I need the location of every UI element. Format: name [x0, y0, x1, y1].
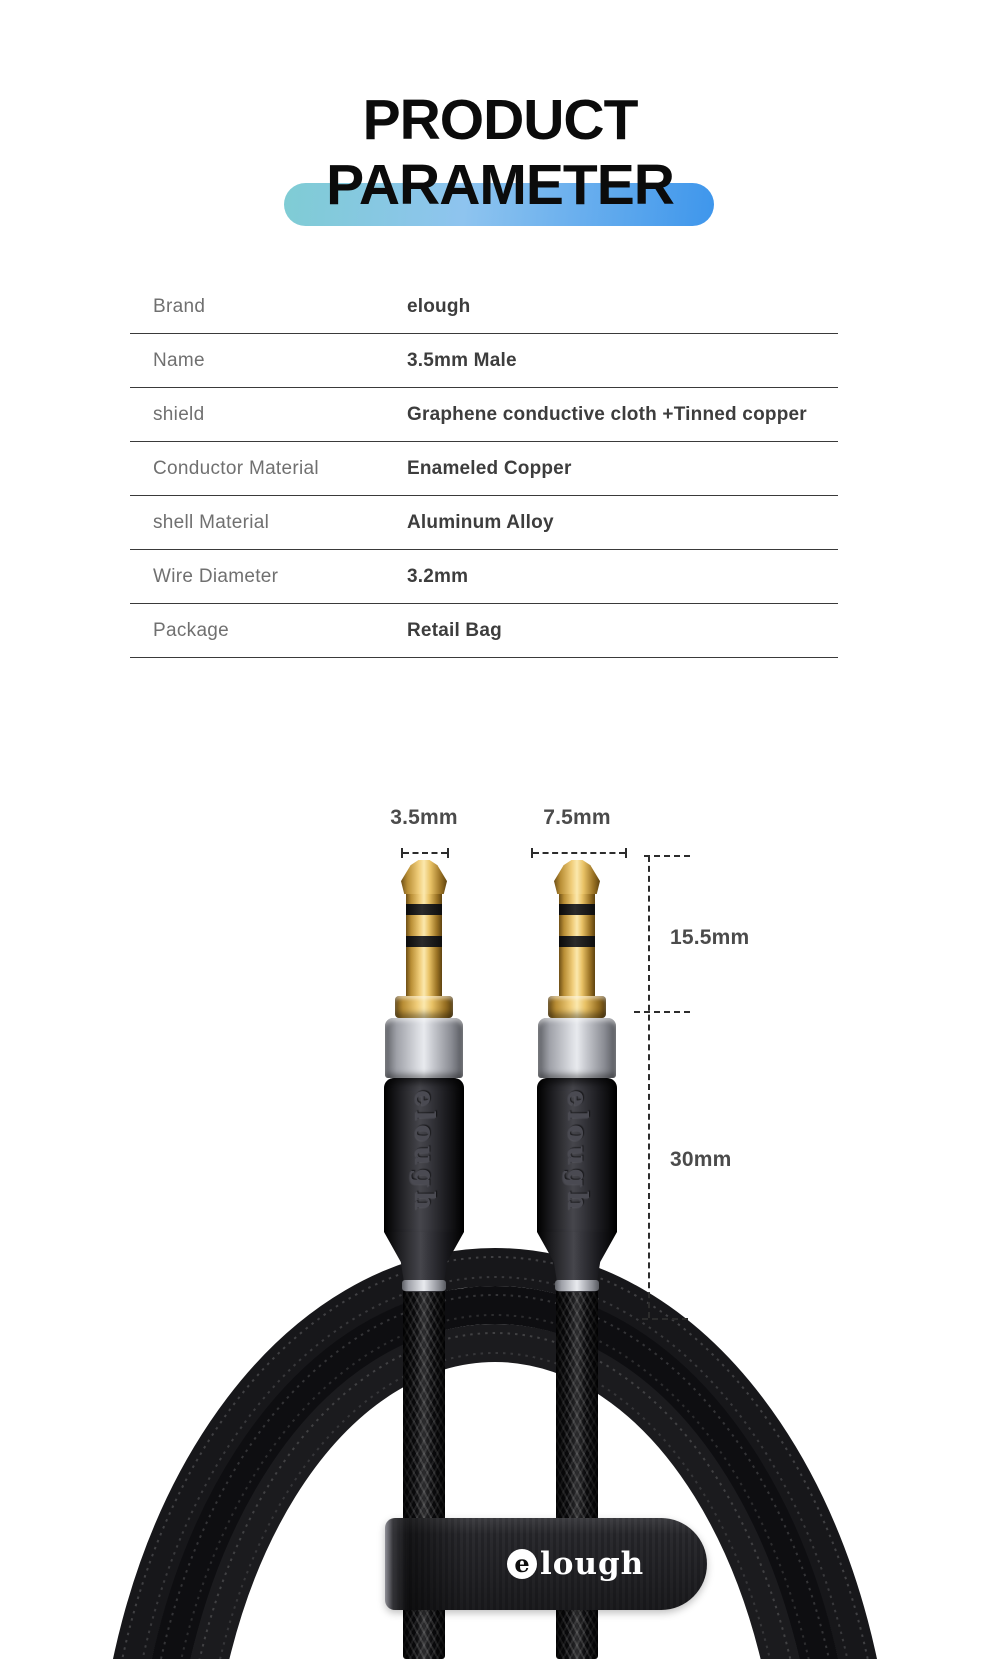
- jack-body: [537, 1078, 617, 1232]
- spec-table: [130, 280, 838, 658]
- spec-value: Graphene conductive cloth +Tinned copper: [407, 403, 807, 425]
- spec-label: Package: [153, 619, 230, 641]
- jack-tip: [554, 860, 600, 894]
- page-title-line-1: PRODUCT: [362, 88, 638, 152]
- jack-insulator-ring: [559, 936, 595, 947]
- jack-insulator-ring: [406, 904, 442, 915]
- spec-table-row: [130, 496, 838, 550]
- spec-value: 3.5mm Male: [407, 349, 517, 371]
- dim-bracket-plug-diameter: [401, 848, 449, 858]
- jack-collar: [538, 1018, 616, 1078]
- jack-flange: [395, 996, 453, 1018]
- audio-jack-left: [384, 860, 464, 1292]
- spec-label: Brand: [153, 295, 206, 317]
- spec-table-row: [130, 604, 838, 658]
- cable-strap: [385, 1518, 707, 1610]
- brand-emboss: elough: [562, 1090, 592, 1214]
- dim-label-connector-diameter: 7.5mm: [543, 806, 611, 829]
- page-title-line-2: PARAMETER: [326, 153, 674, 217]
- spec-table-row: [130, 550, 838, 604]
- dim-tick-bottom: [642, 1318, 688, 1320]
- brand-emboss: elough: [409, 1090, 439, 1214]
- brand-logo-text: lough: [540, 1546, 645, 1582]
- spec-table-row: [130, 442, 838, 496]
- strap-brand-logo: [507, 1546, 644, 1582]
- spec-value: elough: [407, 295, 471, 317]
- jack-shaft: [406, 894, 442, 996]
- spec-label: Name: [153, 349, 205, 371]
- spec-label: shield: [153, 403, 205, 425]
- jack-insulator-ring: [559, 904, 595, 915]
- spec-value: 3.2mm: [407, 565, 469, 587]
- jack-end-ring: [402, 1280, 446, 1291]
- jack-end-ring: [555, 1280, 599, 1291]
- spec-table-row: [130, 334, 838, 388]
- dim-label-plug-length: 15.5mm: [670, 926, 750, 949]
- jack-body: [384, 1078, 464, 1232]
- dim-label-plug-diameter: 3.5mm: [390, 806, 458, 829]
- dim-tick-top: [644, 855, 690, 857]
- jack-insulator-ring: [406, 936, 442, 947]
- dim-bracket-connector-diameter: [531, 848, 627, 858]
- jack-tip: [401, 860, 447, 894]
- audio-jack-right: [537, 860, 617, 1292]
- spec-label: Wire Diameter: [153, 565, 279, 587]
- spec-table-row: [130, 388, 838, 442]
- spec-value: Aluminum Alloy: [407, 511, 554, 533]
- brand-logo-e-icon: e: [507, 1549, 537, 1579]
- dim-line-vertical: [648, 856, 650, 1318]
- jack-collar: [385, 1018, 463, 1078]
- jack-flange: [548, 996, 606, 1018]
- jack-shaft: [559, 894, 595, 996]
- spec-value: Retail Bag: [407, 619, 502, 641]
- dim-tick-middle: [634, 1011, 690, 1013]
- spec-label: shell Material: [153, 511, 270, 533]
- spec-label: Conductor Material: [153, 457, 319, 479]
- dim-label-body-length: 30mm: [670, 1148, 732, 1171]
- spec-value: Enameled Copper: [407, 457, 572, 479]
- spec-table-row: [130, 280, 838, 334]
